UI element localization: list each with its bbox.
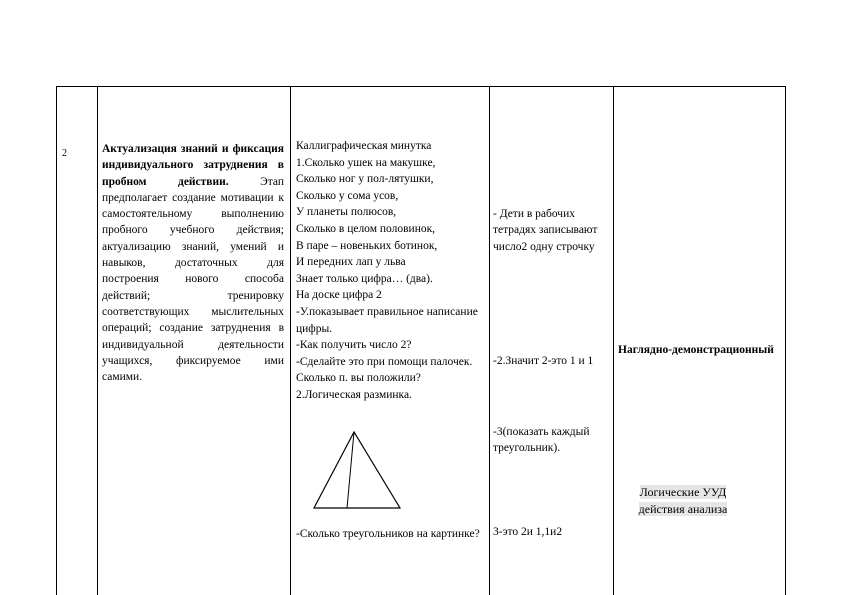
teacher-line: -Как получить число 2? [296,339,412,352]
column-border-1 [56,86,57,595]
teacher-line: -Сделайте это при помощи палочек. Сколько п. вы положили? [296,355,473,385]
teacher-line: На доске цифра 2 [296,289,382,302]
teacher-line: Знает только цифра… (два). [296,272,433,285]
stage-title: Актуализация знаний и фиксация индивидуального затруднения в пробном действии. [102,143,284,188]
children-answer-3: -3(показать каждый треугольник). [493,426,590,455]
column-border-4 [489,86,490,595]
children-answer-4: 3-это 2и 1,1и2 [493,526,563,538]
teacher-line: Сколько у сома усов, [296,189,399,202]
column-border-2 [97,86,98,595]
teacher-activity [296,138,486,540]
row-number: 2 [62,148,67,159]
teacher-line: Каллиграфическая минутка [296,140,432,152]
triangle-question: -Сколько треугольников на картинке? [296,528,480,540]
uud-line-2: действия анализа [638,502,728,516]
column-border-3 [290,86,291,595]
children-activity [493,206,611,538]
children-answer-2: -2.Значит 2-это 1 и 1 [493,355,594,367]
teacher-line: В паре – новеньких ботинок, [296,239,438,252]
stage-description [102,141,284,385]
teacher-line: 2.Логическая разминка. [296,388,412,401]
teacher-line: -У.показывает правильное написание цифры. [296,305,478,335]
uud-note [623,484,743,518]
teacher-line: У планеты полюсов, [296,206,397,219]
teacher-line: Сколько в целом половинок, [296,222,436,235]
column-border-5 [613,86,614,595]
column-border-6 [785,86,786,595]
uud-line-1: Логические УУД [639,485,727,499]
stage-body: Этап предполагает создание мотивации к самостоятельному выполнению пробного учебного действия; актуализацию знаний, умений и навыков, достаточных для построения нового способа действий; тренировку соответствующих мыслительных операций; создание затруднения в индивидуальной деятельности учащихся, фиксируемое ими самими. [102,175,284,384]
triangle-figure [310,430,406,512]
children-answer-1: - Дети в рабочих тетрадях записывают число2 одну строчку [493,208,598,253]
table-top-border [56,86,786,87]
teaching-means: Наглядно-демонстрационный [618,344,774,356]
teacher-line: 1.Сколько ушек на макушке, [296,156,436,169]
teacher-line: И передних лап у льва [296,256,406,269]
teacher-line: Сколько ног у пол-лятушки, [296,173,434,186]
